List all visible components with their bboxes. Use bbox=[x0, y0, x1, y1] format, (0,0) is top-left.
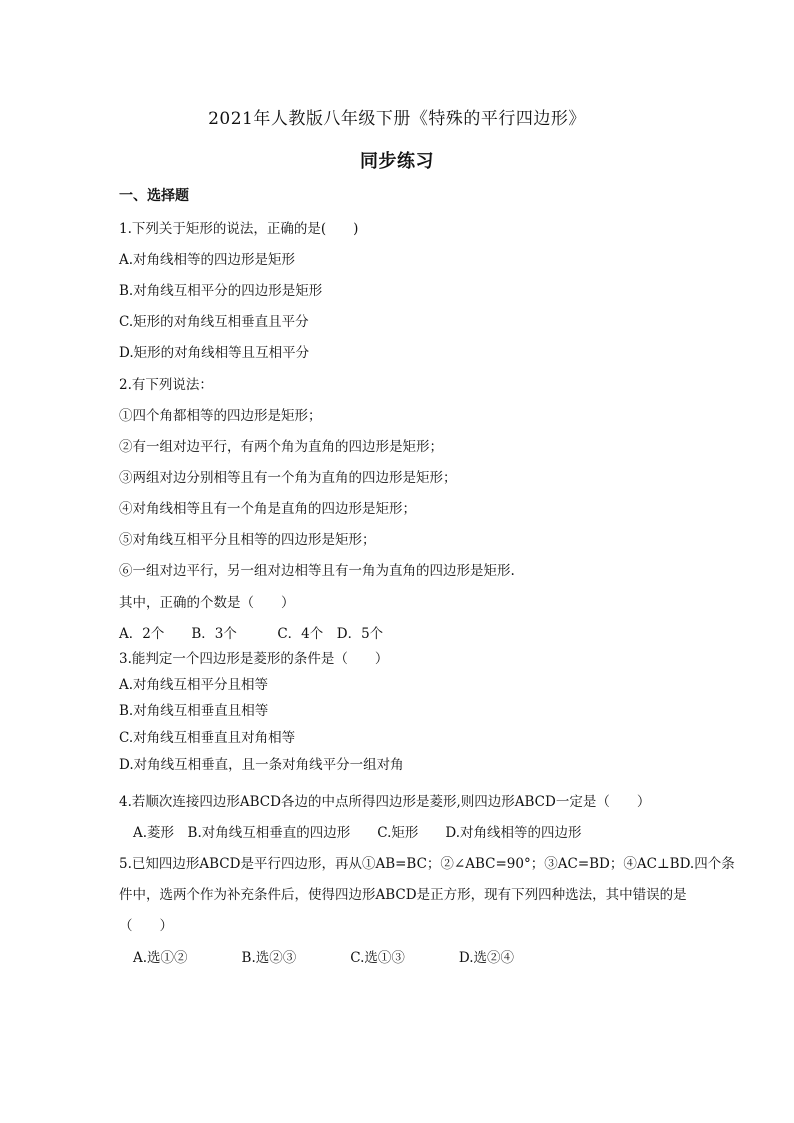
question-1-stem: 1.下列关于矩形的说法，正确的是( ) bbox=[119, 221, 359, 237]
question-3-option-d: D.对角线互相垂直，且一条对角线平分一组对角 bbox=[119, 757, 404, 773]
question-2-statement-5: ⑤对角线互相平分且相等的四边形是矩形； bbox=[119, 532, 376, 548]
question-1-option-d: D.矩形的对角线相等且互相平分 bbox=[119, 345, 310, 361]
question-2-statement-4: ④对角线相等且有一个角是直角的四边形是矩形； bbox=[119, 501, 416, 517]
question-2-statement-3: ③两组对边分别相等且有一个角为直角的四边形是矩形； bbox=[119, 470, 457, 486]
question-5-options: A.选①② B.选②③ C.选①③ D.选②④ bbox=[133, 950, 515, 966]
question-3-stem: 3.能判定一个四边形是菱形的条件是（ ） bbox=[119, 651, 389, 667]
question-2-stem: 2.有下列说法： bbox=[119, 377, 213, 393]
question-2-options: A．2个 B．3个 C．4个 D．5个 bbox=[119, 626, 384, 642]
question-4-stem: 4.若顺次连接四边形ABCD各边的中点所得四边形是菱形,则四边形ABCD一定是（ ） bbox=[119, 794, 651, 810]
question-3-option-c: C.对角线互相垂直且对角相等 bbox=[119, 730, 296, 746]
question-4-options: A.菱形 B.对角线互相垂直的四边形 C.矩形 D.对角线相等的四边形 bbox=[133, 825, 582, 841]
question-5-stem-line-2: 件中，选两个作为补充条件后，使得四边形ABCD是正方形，现有下列四种选法，其中错误的是 bbox=[119, 887, 687, 903]
document-title: 2021年人教版八年级下册《特殊的平行四边形》 bbox=[208, 109, 586, 129]
question-2-ask: 其中，正确的个数是（ ） bbox=[119, 595, 295, 611]
question-2-statement-6: ⑥一组对边平行，另一组对边相等且有一角为直角的四边形是矩形. bbox=[119, 563, 515, 579]
section-heading: 一、选择题 bbox=[119, 188, 189, 204]
question-2-statement-2: ②有一组对边平行，有两个角为直角的四边形是矩形； bbox=[119, 439, 443, 455]
question-1-option-c: C.矩形的对角线互相垂直且平分 bbox=[119, 314, 309, 330]
question-2-statement-1: ①四个角都相等的四边形是矩形； bbox=[119, 408, 322, 424]
question-1-option-a: A.对角线相等的四边形是矩形 bbox=[119, 252, 296, 268]
question-5-stem-line-3: （ ） bbox=[119, 918, 173, 934]
document-subtitle: 同步练习 bbox=[360, 151, 434, 172]
question-3-option-b: B.对角线互相垂直且相等 bbox=[119, 703, 269, 719]
question-3-option-a: A.对角线互相平分且相等 bbox=[119, 677, 269, 693]
question-5-stem-line-1: 5.已知四边形ABCD是平行四边形，再从①AB=BC；②∠ABC=90°；③AC=BD；④AC⊥BD.四个条 bbox=[119, 856, 735, 872]
question-1-option-b: B.对角线互相平分的四边形是矩形 bbox=[119, 283, 323, 299]
